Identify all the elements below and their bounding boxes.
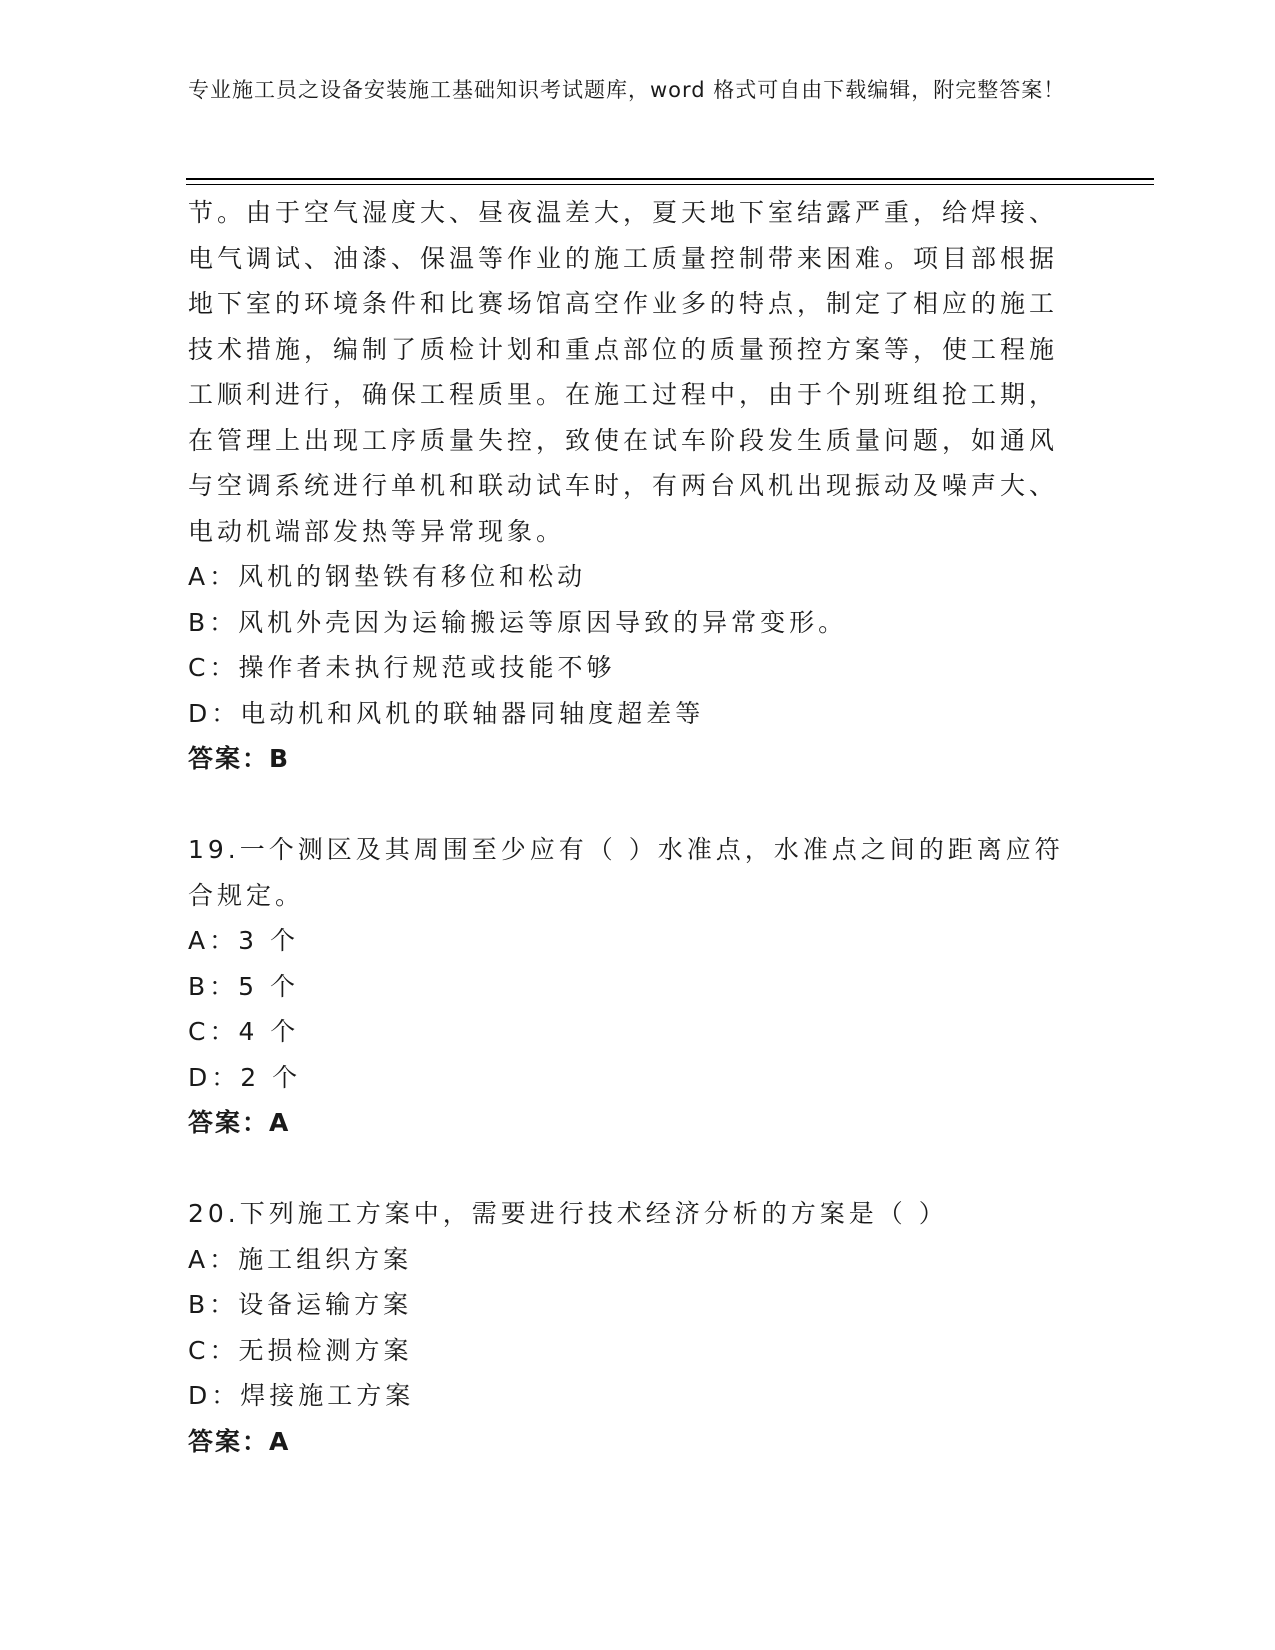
question-spacer (188, 1146, 1068, 1192)
question-18 (188, 190, 1068, 782)
option-a: A：风机的钢垫铁有移位和松动 (188, 562, 587, 591)
option-a: A：施工组织方案 (188, 1244, 413, 1274)
question-stem-line: 19.一个测区及其周围至少应有（ ）水准点，水准点之间的距离应符 (188, 835, 1064, 864)
question-spacer (188, 782, 1068, 828)
option-b: B：5 个 (188, 971, 300, 1001)
option-c: C：操作者未执行规范或技能不够 (188, 653, 616, 682)
question-20 (188, 1191, 1068, 1464)
option-b: B：设备运输方案 (188, 1290, 413, 1319)
option-d: D：焊接施工方案 (188, 1381, 415, 1410)
question-stem-line: 合规定。 (188, 880, 305, 910)
document-body (188, 190, 1068, 1464)
question-stem-line: 电气调试、油漆、保温等作业的施工质量控制带来困难。项目部根据 (188, 243, 1059, 273)
option-b: B：风机外壳因为运输搬运等原因导致的异常变形。 (188, 607, 848, 637)
question-stem-line: 20.下列施工方案中，需要进行技术经济分析的方案是（ ） (188, 1199, 948, 1228)
question-stem-line: 在管理上出现工序质量失控，致使在试车阶段发生质量问题，如通风 (188, 425, 1059, 455)
option-c: C：4 个 (188, 1017, 300, 1046)
option-a: A：3 个 (188, 926, 299, 955)
question-19 (188, 827, 1068, 1146)
question-stem-line: 地下室的环境条件和比赛场馆高空作业多的特点，制定了相应的施工 (188, 289, 1059, 318)
document-header (188, 74, 1068, 107)
answer-label: 答案：A (188, 1426, 291, 1456)
option-d: D：2 个 (188, 1062, 302, 1092)
question-stem-line: 节。由于空气湿度大、昼夜温差大，夏天地下室结露严重，给焊接、 (188, 198, 1059, 227)
option-c: C：无损检测方案 (188, 1335, 413, 1365)
header-rule-thin (186, 184, 1154, 185)
question-stem-line: 与空调系统进行单机和联动试车时，有两台风机出现振动及噪声大、 (188, 471, 1059, 500)
question-stem-line: 工顺利进行，确保工程质里。在施工过程中，由于个别班组抢工期， (188, 380, 1059, 409)
answer-label: 答案：B (188, 744, 291, 773)
answer-label: 答案：A (188, 1108, 291, 1137)
question-stem-line: 技术措施，编制了质检计划和重点部位的质量预控方案等，使工程施 (188, 334, 1059, 364)
option-d: D：电动机和风机的联轴器同轴度超差等 (188, 698, 705, 728)
header-title: 专业施工员之设备安装施工基础知识考试题库，word 格式可自由下载编辑，附完整答案！ (188, 78, 1066, 102)
question-stem-line: 电动机端部发热等异常现象。 (188, 516, 566, 546)
header-rule-thick (186, 178, 1154, 180)
